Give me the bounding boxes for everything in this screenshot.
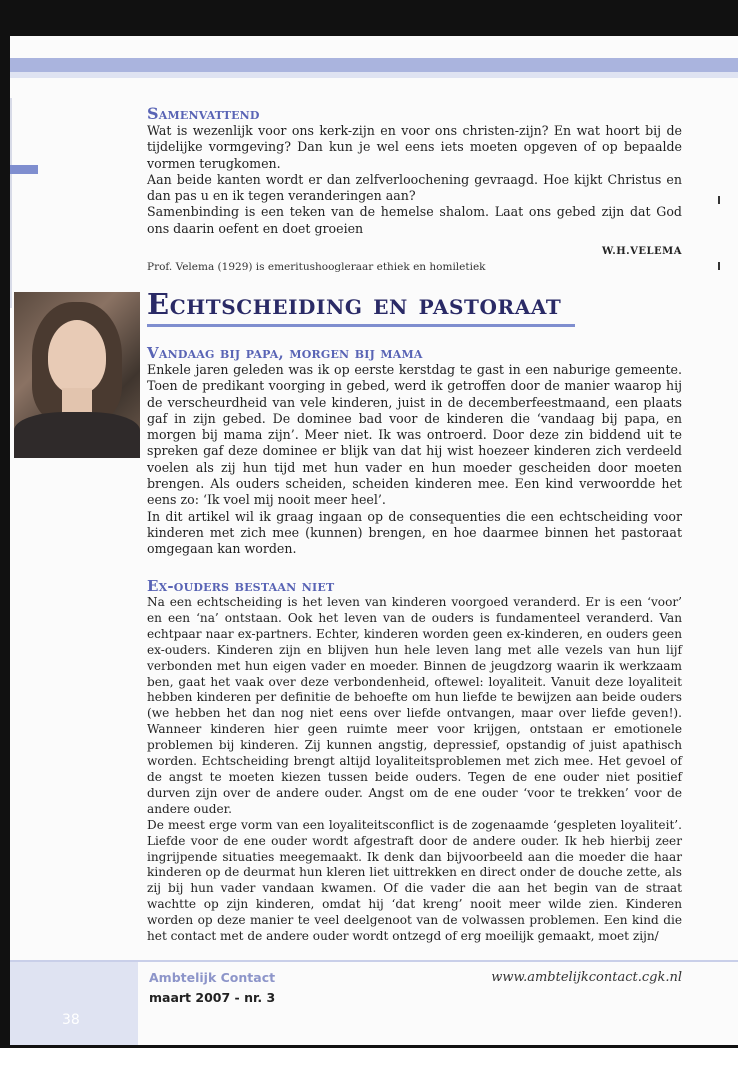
summary-paragraph: Wat is wezenlijk voor ons kerk-zijn en voor ons christen-zijn? En wat hoort bij de tijdelijke vormgeving? Dan kun je wel eens iets moeten opgeven of op bepaalde vormen terugkomen. xyxy=(147,123,682,171)
margin-rule xyxy=(10,98,12,308)
edge-mark xyxy=(718,196,720,204)
scan-border-bottom xyxy=(0,1045,738,1071)
summary-paragraph: Samenbinding is een teken van de hemelse shalom. Laat ons gebed zijn dat God ons daarin oefent en doet groeien xyxy=(147,204,682,236)
section-1-heading: Vandaag bij papa, morgen bij mama xyxy=(147,344,423,362)
footer-page-block xyxy=(10,962,138,1045)
scan-border-top xyxy=(0,0,738,36)
photo-shirt xyxy=(14,412,140,458)
section-1-paragraph: Enkele jaren geleden was ik op eerste kerstdag te gast in een naburige gemeente. Toen de predikant voorging in gebed, werd ik getroffen door de manier waarop hij de verscheurdheid van vele kinderen, juist in de decemberfeestmaand, een plaats gaf in zijn gebed. De dominee bad voor de kinderen die ‘vandaag bij papa, en morgen bij mama zijn’. Meer niet. Ik was ontroerd. Door deze zin biddend uit te spreken gaf deze dominee er blijk van dat hij wist hoezeer kinderen zich verdeeld voelen als zij hun tijd met hun vader en hun moeder gescheiden door moeten brengen. Als ouders scheiden, scheiden kinderen mee. Een kind verwoordde het eens zo: ‘Ik voel mij nooit meer heel’. xyxy=(147,362,682,508)
article-title: Echtscheiding en pastoraat xyxy=(147,287,562,321)
author-bio: Prof. Velema (1929) is emeritushoogleraar ethiek en homiletiek xyxy=(147,261,486,273)
summary-heading: Samenvattend xyxy=(147,104,260,123)
header-band-light xyxy=(10,72,738,78)
author-signature: W.H.VELEMA xyxy=(602,246,682,257)
scan-border-left xyxy=(0,0,10,1045)
edge-mark xyxy=(718,262,720,270)
summary-section xyxy=(147,104,682,237)
section-2-paragraph: De meest erge vorm van een loyaliteitsconflict is de zogenaamde ‘gespleten loyaliteit’. Liefde voor de ene ouder wordt afgestraft door de andere ouder. Ik heb hierbij zeer ingrijpende situaties meegemaakt. Ik denk dan bijvoorbeeld aan die moeder die haar kinderen op de deurmat hun kleren liet uittrekken en direct onder de douche zette, als zij bij hun vader vandaan kwamen. Of die vader die aan het begin van de straat wachtte op zijn kinderen, omdat hij ‘dat kreng’ nooit meer wilde zien. Kinderen worden op deze manier te veel deelgenoot van de volwassen problemen. Een kind die het contact met de andere ouder wordt ontzegd of erg moeilijk gemaakt, moet zijn/ xyxy=(147,817,682,944)
section-2-paragraph: Na een echtscheiding is het leven van kinderen voorgoed veranderd. Er is een ‘voor’ en een ‘na’ ontstaan. Ook het leven van de ouders is fundamenteel veranderd. Van echtpaar naar ex-partners. Echter, kinderen worden geen ex-kinderen, en ouders geen ex-ouders. Kinderen zijn en blijven hun hele leven lang met alle vezels van hun lijf verbonden met hun eigen vader en moeder. Binnen de jeugdzorg waarin ik werkzaam ben, gaat het vaak over deze verbondenheid, oftewel: loyaliteit. Vanuit deze loyaliteit hebben kinderen per definitie de behoefte om hun liefde te bewijzen aan beide ouders (we hebben het dan nog niet eens over liefde ontvangen, maar over liefde geven!). Wanneer kinderen hier geen ruimte meer voor krijgen, ontstaan er emotionele problemen bij kinderen. Zij kunnen angstig, depressief, opstandig of juist apathisch worden. Echtscheiding brengt altijd loyaliteitsproblemen met zich mee. Het gevoel of de angst te moeten kiezen tussen beide ouders. Tegen de ene ouder niet positief durven zijn over de andere ouder. Angst om de ene ouder ‘voor te trekken’ voor de andere ouder. xyxy=(147,595,682,816)
section-2-body xyxy=(147,595,682,945)
section-1-paragraph: In dit artikel wil ik graag ingaan op de consequenties die een echtscheiding voor kinderen met zich mee (kunnen) brengen, en hoe daarmee binnen het pastoraat omgegaan kan worden. xyxy=(147,508,682,557)
issue-label: maart 2007 - nr. 3 xyxy=(149,990,276,1005)
page-number: 38 xyxy=(62,1012,80,1028)
section-1-body xyxy=(147,362,682,558)
section-1 xyxy=(147,344,682,558)
summary-paragraph: Aan beide kanten wordt er dan zelfverloochening gevraagd. Hoe kijkt Christus en dan pas u en ik tegen veranderingen aan? xyxy=(147,171,682,204)
section-2 xyxy=(147,577,682,945)
summary-body xyxy=(147,123,682,237)
author-photo xyxy=(14,292,140,458)
magazine-title: Ambtelijk Contact xyxy=(149,970,276,985)
margin-marker xyxy=(10,165,38,174)
header-band xyxy=(10,58,738,72)
title-underline xyxy=(147,324,575,327)
section-2-heading: Ex-ouders bestaan niet xyxy=(147,577,335,595)
website-link[interactable]: www.ambtelijkcontact.cgk.nl xyxy=(491,970,682,985)
photo-face xyxy=(48,320,106,394)
